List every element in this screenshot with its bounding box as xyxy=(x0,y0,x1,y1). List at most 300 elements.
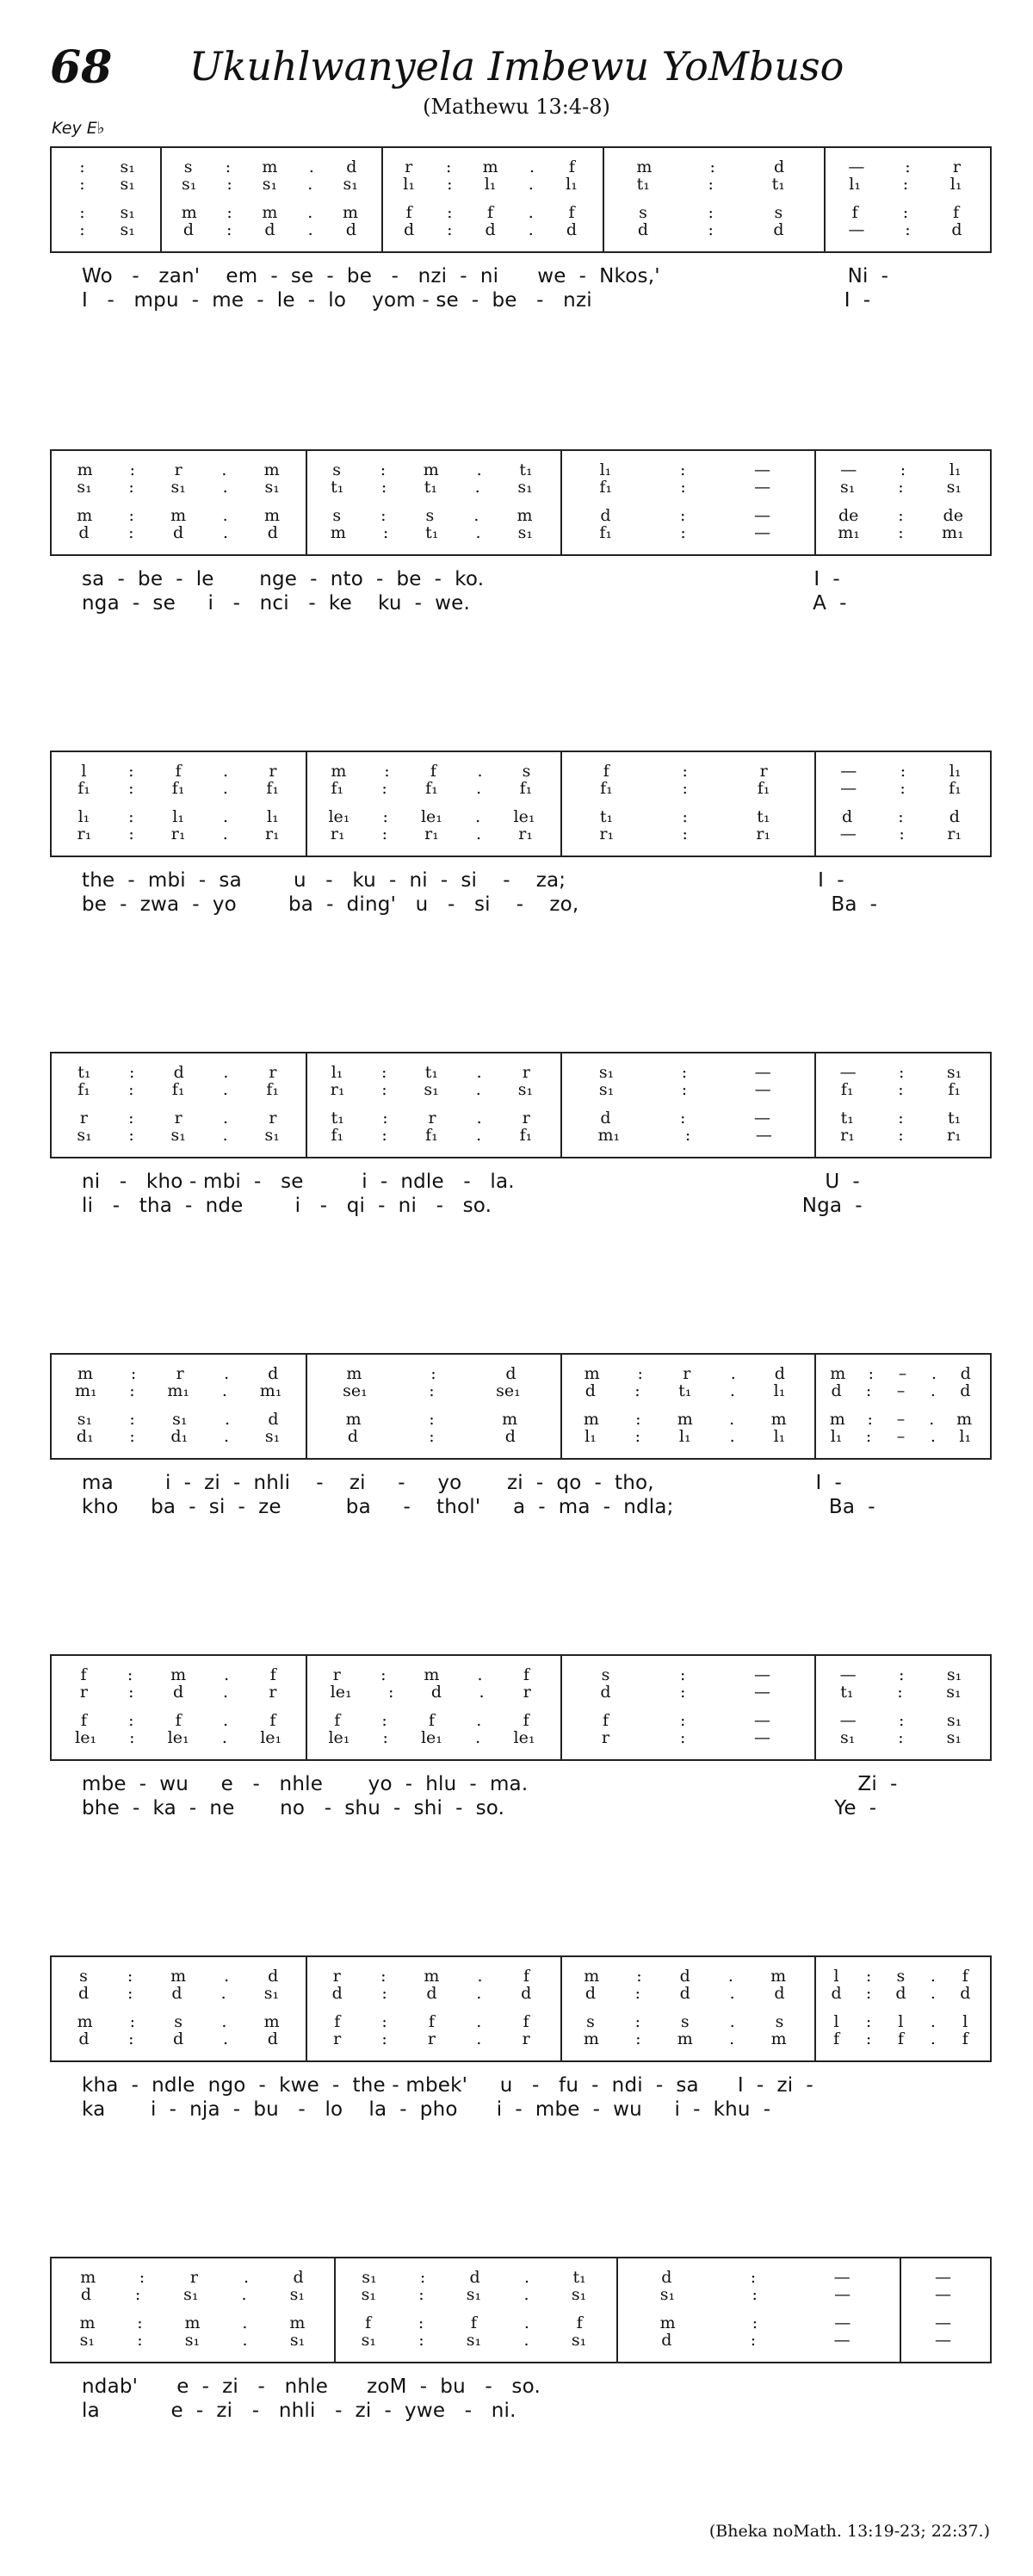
note-token: : xyxy=(137,2331,143,2350)
note-token: f xyxy=(269,1711,276,1730)
note-token: s₁ xyxy=(571,2331,587,2350)
note-token: se₁ xyxy=(343,1381,368,1400)
note-token: s₁ xyxy=(184,2331,201,2350)
note-token: : xyxy=(79,175,85,194)
note-token: l₁ xyxy=(949,762,962,781)
note-token: – xyxy=(896,1427,906,1446)
note-token: d₁ xyxy=(76,1427,94,1446)
note-token: f xyxy=(568,203,575,222)
lyric-line: li - tha - nde i - qi - ni - so. Nga - xyxy=(82,1195,863,1217)
note-token: : xyxy=(134,2285,141,2304)
note-token: f xyxy=(175,762,182,781)
measure xyxy=(559,522,812,543)
note-token: : xyxy=(900,762,906,781)
note-token: : xyxy=(381,825,388,843)
note-token: l₁ xyxy=(773,1427,786,1446)
note-token: de xyxy=(838,506,859,525)
note-token: s₁ xyxy=(598,1063,615,1082)
note-token: : xyxy=(447,203,453,222)
note-token: s₁ xyxy=(466,2331,482,2350)
note-token: le₁ xyxy=(420,1728,442,1747)
note-token: m xyxy=(516,506,533,525)
note-token: f₁ xyxy=(425,1126,438,1145)
note-token: : xyxy=(429,1381,435,1400)
note-token: . xyxy=(528,203,534,222)
note-token: : xyxy=(634,1984,641,2003)
voice-row xyxy=(52,174,990,195)
note-token: d xyxy=(831,1381,842,1400)
note-token: . xyxy=(242,2331,248,2350)
lyrics-block xyxy=(82,1472,977,1520)
note-token: . xyxy=(307,203,313,222)
note-token: : xyxy=(380,478,387,497)
note-token: : xyxy=(865,2029,872,2048)
note-token: s₁ xyxy=(361,2331,377,2350)
note-token: d xyxy=(485,220,496,239)
note-token: s xyxy=(522,762,531,781)
note-token: m xyxy=(345,1410,362,1429)
note-token: s₁ xyxy=(264,478,280,497)
note-token: s xyxy=(680,2012,690,2031)
note-token: : xyxy=(418,2331,424,2350)
note-token: : xyxy=(680,1711,686,1730)
note-token: r xyxy=(683,1364,691,1383)
note-token: s₁ xyxy=(264,1427,281,1446)
voice-row xyxy=(52,824,990,844)
note-token: : xyxy=(429,1427,435,1446)
note-token: m xyxy=(423,460,439,479)
note-token: f xyxy=(80,1711,87,1730)
note-token: : xyxy=(137,2313,143,2332)
measure xyxy=(821,174,990,195)
note-token: s xyxy=(639,203,647,222)
lyric-line: ka i - nja - bu - lo la - pho i - mbe - wu i - khu - xyxy=(82,2098,771,2121)
note-token: m₁ xyxy=(942,523,964,542)
note-token: le₁ xyxy=(260,1728,282,1747)
measure xyxy=(812,1079,990,1100)
note-token: l xyxy=(962,2012,968,2031)
measure xyxy=(305,1727,558,1748)
note-token: r xyxy=(174,460,182,479)
note-token: s₁ xyxy=(262,175,278,194)
note-token: . xyxy=(930,1427,936,1446)
note-token: f₁ xyxy=(519,1126,533,1145)
note-token: : xyxy=(79,220,85,239)
note-token: r xyxy=(269,762,277,781)
note-token: t₁ xyxy=(947,1109,962,1127)
note-token: : xyxy=(635,1410,641,1429)
note-token: de xyxy=(943,506,963,525)
note-token: s₁ xyxy=(946,1728,962,1747)
note-token: . xyxy=(477,1665,483,1684)
key-signature: Key E♭ xyxy=(52,119,105,138)
voice-row xyxy=(52,1079,990,1100)
note-token: : xyxy=(709,158,715,176)
note-token: f xyxy=(334,2012,341,2031)
measure xyxy=(812,1727,990,1748)
note-token: : xyxy=(680,1109,686,1127)
note-token: le₁ xyxy=(420,807,442,826)
measure xyxy=(305,1682,558,1702)
note-token: : xyxy=(902,203,909,222)
note-token: d xyxy=(566,220,578,239)
measure xyxy=(52,219,159,240)
note-token: . xyxy=(523,2331,529,2350)
note-token: d xyxy=(173,2029,184,2048)
note-token: : xyxy=(128,523,134,542)
note-token: s₁ xyxy=(946,1063,962,1082)
measure xyxy=(305,1381,558,1401)
note-token: f xyxy=(405,203,412,222)
lyric-line: I - mpu - me - le - lo yom - se - be - nzi I - xyxy=(82,289,871,312)
note-token: — xyxy=(754,1080,771,1099)
note-token: : xyxy=(127,1665,133,1684)
note-token: . xyxy=(529,158,535,176)
note-token: f₁ xyxy=(948,1080,962,1099)
note-token: — xyxy=(833,2268,851,2287)
note-token: m xyxy=(181,203,197,222)
note-token: l₁ xyxy=(267,807,279,826)
note-token: m₁ xyxy=(838,523,860,542)
note-token: d xyxy=(600,1683,611,1702)
note-token: le₁ xyxy=(328,1728,350,1747)
note-token: : xyxy=(130,1364,137,1383)
note-token: f₁ xyxy=(600,779,613,798)
note-token: m xyxy=(80,2268,96,2287)
note-token: s xyxy=(586,2012,595,2031)
note-token: d xyxy=(268,1410,279,1429)
note-token: r xyxy=(79,1683,88,1702)
note-token: m xyxy=(636,158,653,176)
note-token: f xyxy=(576,2313,583,2332)
note-token: : xyxy=(868,1364,875,1383)
measure xyxy=(305,1125,558,1146)
note-token: s₁ xyxy=(466,2285,482,2304)
note-token: s xyxy=(775,2012,784,2031)
note-token: : xyxy=(898,478,904,497)
note-token: s₁ xyxy=(598,1080,615,1099)
note-token: . xyxy=(224,1364,230,1383)
note-token: s₁ xyxy=(571,2285,587,2304)
note-token: m xyxy=(583,2029,599,2048)
measure xyxy=(559,824,812,844)
note-token: s₁ xyxy=(946,478,962,497)
lyric-line: mbe - wu e - nhle yo - hlu - ma. Zi - xyxy=(82,1773,898,1795)
note-token: m xyxy=(583,1410,599,1429)
note-token: m xyxy=(263,2012,280,2031)
note-token: : xyxy=(79,158,85,176)
measure xyxy=(159,174,380,195)
lyric-line: kha - ndle ngo - kwe - the - mbek' u - fu - ndi - sa I - zi - xyxy=(82,2074,813,2097)
note-token: l xyxy=(833,2012,839,2031)
note-token: r xyxy=(269,1109,277,1127)
lyric-line: ma i - zi - nhli - zi - yo zi - qo - tho, I - xyxy=(82,1472,843,1494)
note-token: m xyxy=(659,2313,676,2332)
footer-reference: (Bheka noMath. 13:19-23; 22:37.) xyxy=(708,2522,990,2541)
lyric-line: ndab' e - zi - nhle zoM - bu - so. xyxy=(82,2375,541,2398)
measure xyxy=(52,1426,305,1447)
note-token: : xyxy=(865,1381,872,1400)
note-token: f xyxy=(523,1967,530,1986)
note-token: le₁ xyxy=(330,1683,352,1702)
note-token: . xyxy=(307,175,313,194)
note-token: — xyxy=(834,2285,851,2304)
note-token: r₁ xyxy=(330,1080,345,1099)
note-token: . xyxy=(475,825,482,843)
note-token: : xyxy=(128,779,134,798)
measure xyxy=(812,824,990,844)
note-token: : xyxy=(139,2268,145,2287)
note-token: f xyxy=(430,762,436,781)
note-token: m xyxy=(956,1410,973,1429)
note-token: : xyxy=(899,1665,905,1684)
measure xyxy=(601,174,821,195)
note-token: : xyxy=(128,1080,134,1099)
note-token: m xyxy=(77,1364,94,1383)
voice-row xyxy=(52,219,990,240)
note-token: : xyxy=(79,203,85,222)
note-token: d xyxy=(504,1427,516,1446)
note-token: — xyxy=(934,2285,951,2304)
note-token: . xyxy=(930,1984,936,2003)
note-token: t₁ xyxy=(771,175,785,194)
measure xyxy=(821,219,990,240)
note-token: : xyxy=(681,1063,688,1082)
note-token: f₁ xyxy=(331,779,344,798)
measure xyxy=(333,2330,615,2351)
note-token: : xyxy=(684,1126,691,1145)
note-token: m xyxy=(343,203,359,222)
note-token: l₁ xyxy=(949,175,962,194)
note-token: s₁ xyxy=(343,175,358,194)
note-token: : xyxy=(634,1427,641,1446)
lyric-line: sa - be - le nge - nto - be - ko. I - xyxy=(82,568,840,590)
note-token: t₁ xyxy=(757,807,770,826)
note-token: d xyxy=(949,807,960,826)
note-token: l xyxy=(898,2012,904,2031)
note-token: : xyxy=(898,523,904,542)
note-token: t₁ xyxy=(572,2268,586,2287)
note-token: : xyxy=(682,807,688,826)
note-token: d xyxy=(895,1984,906,2003)
measure xyxy=(305,824,558,844)
note-token: d xyxy=(600,1109,611,1127)
measure xyxy=(52,824,305,844)
note-token: d xyxy=(661,2331,672,2350)
voice-row xyxy=(52,522,990,543)
voice-row xyxy=(52,1125,990,1146)
note-token: . xyxy=(729,1381,735,1400)
note-token: f xyxy=(487,203,494,222)
note-token: f₁ xyxy=(840,1080,854,1099)
note-token: d xyxy=(430,1683,442,1702)
note-token: d xyxy=(831,1984,842,2003)
note-token: s₁ xyxy=(517,478,533,497)
note-token: m xyxy=(677,1410,693,1429)
note-token: d xyxy=(77,1984,90,2003)
note-token: . xyxy=(476,2029,482,2048)
note-token: : xyxy=(898,807,904,826)
note-token: . xyxy=(528,220,534,239)
note-token: : xyxy=(680,523,686,542)
note-token: s xyxy=(332,460,342,479)
note-token: . xyxy=(523,2285,529,2304)
measure xyxy=(559,1983,812,2004)
note-token: . xyxy=(729,1984,735,2003)
note-token: r xyxy=(428,1109,436,1127)
note-token: . xyxy=(730,1364,736,1383)
note-token: — xyxy=(754,1683,770,1702)
note-token: : xyxy=(899,1711,905,1730)
note-token: m₁ xyxy=(74,1381,97,1400)
note-token: f xyxy=(962,1967,968,1986)
note-token: : xyxy=(682,762,688,781)
note-token: — xyxy=(834,2313,851,2332)
note-token: — xyxy=(840,779,857,798)
note-token: d xyxy=(505,1364,516,1383)
note-token: : xyxy=(129,2012,136,2031)
lyrics-block xyxy=(82,1171,977,1219)
note-token: s₁ xyxy=(517,1080,534,1099)
note-token: r₁ xyxy=(264,825,280,843)
note-token: l₁ xyxy=(172,807,184,826)
note-token: : xyxy=(128,1109,134,1127)
measure xyxy=(159,219,380,240)
note-token: . xyxy=(222,506,228,525)
lyric-line: bhe - ka - ne no - shu - shi - so. Ye - xyxy=(82,1797,877,1819)
note-token: s₁ xyxy=(946,1665,962,1684)
note-token: . xyxy=(222,1080,228,1099)
note-token: f xyxy=(80,1665,87,1684)
measure xyxy=(305,2029,558,2049)
note-token: r xyxy=(269,1683,277,1702)
note-token: : xyxy=(382,1728,388,1747)
note-token: d xyxy=(469,2268,480,2287)
note-token: m xyxy=(770,2029,787,2048)
note-token: – xyxy=(896,1410,906,1429)
note-token: — xyxy=(754,1728,770,1747)
note-token: d xyxy=(960,1381,971,1400)
note-token: d xyxy=(78,523,90,542)
note-token: : xyxy=(429,1410,435,1429)
measure xyxy=(52,1381,305,1401)
note-token: s₁ xyxy=(517,523,534,542)
staff-system xyxy=(50,1654,992,1761)
note-token: — xyxy=(848,220,865,239)
note-token: f xyxy=(523,1665,530,1684)
note-token: t₁ xyxy=(519,460,533,479)
note-token: : xyxy=(381,1080,387,1099)
lyrics-block xyxy=(82,265,977,313)
note-token: d xyxy=(171,1984,182,2003)
note-token: r xyxy=(523,1683,531,1702)
note-token: . xyxy=(929,1410,935,1429)
note-token: t₁ xyxy=(840,1683,854,1702)
note-token: . xyxy=(221,1728,227,1747)
note-token: . xyxy=(475,523,481,542)
note-token: : xyxy=(634,2012,641,2031)
lyric-line: kho ba - si - ze ba - thol' a - ma - ndla; Ba - xyxy=(82,1496,875,1518)
note-token: : xyxy=(898,1109,904,1127)
note-token: : xyxy=(900,460,906,479)
note-token: . xyxy=(477,762,483,781)
lyric-line: be - zwa - yo ba - ding' u - si - zo, Ba - xyxy=(82,893,878,916)
note-token: le₁ xyxy=(513,807,535,826)
measure xyxy=(380,219,601,240)
note-token: : xyxy=(226,175,232,194)
note-token: f₁ xyxy=(77,1080,90,1099)
note-token: . xyxy=(477,1967,483,1986)
note-token: : xyxy=(380,506,387,525)
note-token: : xyxy=(680,1728,686,1747)
measure xyxy=(559,1682,812,1702)
note-token: l₁ xyxy=(331,1063,343,1082)
note-token: : xyxy=(897,1683,903,1702)
note-token: : xyxy=(752,2313,758,2332)
measure xyxy=(305,522,558,543)
note-token: s xyxy=(601,1665,610,1684)
note-token: : xyxy=(380,1665,387,1684)
note-token: : xyxy=(382,1109,388,1127)
note-token: : xyxy=(680,1683,686,1702)
measure xyxy=(305,1079,558,1100)
staff-system xyxy=(50,1052,992,1158)
note-token: r xyxy=(522,1063,530,1082)
note-token: r₁ xyxy=(756,825,771,843)
note-token: s₁ xyxy=(120,220,135,239)
staff-system xyxy=(50,2257,992,2363)
note-token: l₁ xyxy=(849,175,861,194)
voice-row xyxy=(52,1682,990,1702)
note-token: r xyxy=(189,2268,199,2287)
note-token: d xyxy=(347,1427,359,1446)
measure xyxy=(559,778,812,799)
note-token: l₁ xyxy=(585,1427,597,1446)
note-token: f xyxy=(334,1711,341,1730)
note-token: : xyxy=(447,220,453,239)
note-token: : xyxy=(419,2268,426,2287)
note-token: m xyxy=(262,203,278,222)
note-token: r₁ xyxy=(599,825,615,843)
note-token: . xyxy=(242,2313,248,2332)
note-token: — xyxy=(839,1063,857,1082)
note-token: . xyxy=(523,2268,530,2287)
note-token: : xyxy=(380,460,387,479)
note-token: : xyxy=(636,1967,642,1986)
measure xyxy=(601,219,821,240)
note-token: m xyxy=(830,1364,846,1383)
note-token: f₁ xyxy=(77,779,90,798)
note-token: . xyxy=(476,779,482,798)
measure xyxy=(52,2029,305,2049)
note-token: s₁ xyxy=(946,1683,962,1702)
note-token: f xyxy=(851,203,858,222)
note-token: m xyxy=(584,1364,600,1383)
note-token: f xyxy=(175,1711,182,1730)
note-token: : xyxy=(128,762,134,781)
note-token: r xyxy=(952,158,961,176)
note-token: s₁ xyxy=(77,1410,93,1429)
note-token: m₁ xyxy=(167,1381,189,1400)
measure xyxy=(305,1426,558,1447)
hymn-number: 68 xyxy=(50,41,113,94)
note-token: d xyxy=(661,2268,672,2287)
note-token: — xyxy=(754,478,771,497)
note-token: . xyxy=(930,1381,936,1400)
note-token: s xyxy=(79,1967,88,1986)
note-token: d xyxy=(951,220,962,239)
note-token: . xyxy=(475,1080,481,1099)
